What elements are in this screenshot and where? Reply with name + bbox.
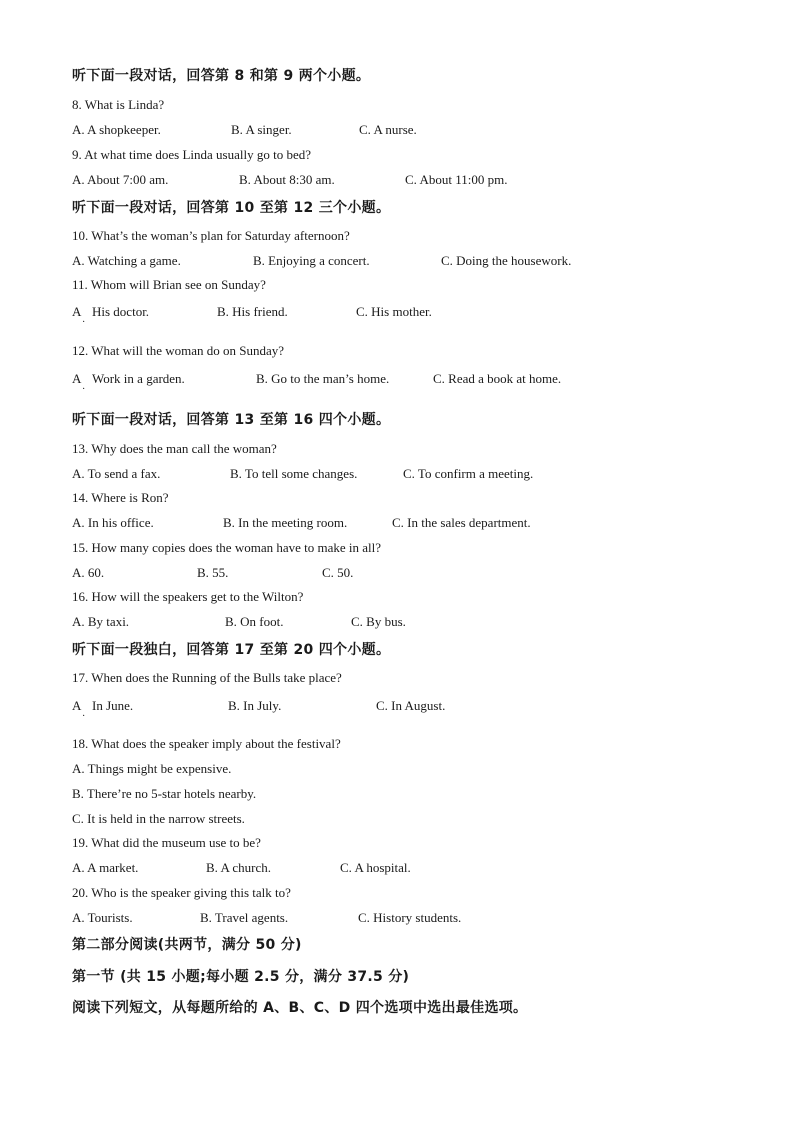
option-b: B. A church.: [206, 860, 271, 875]
option-a: A. To send a fax.: [72, 466, 161, 481]
option-c: C. About 11:00 pm.: [405, 172, 508, 187]
option-b: B. To tell some changes.: [230, 466, 358, 481]
option-c: C. His mother.: [356, 304, 432, 319]
option-b: B. His friend.: [217, 304, 288, 319]
option-c: C. Doing the housework.: [441, 253, 572, 268]
section-title: 第一节 (共 15 小题;每小题 2.5 分，满分 37.5 分): [72, 969, 410, 985]
option-a: Work in a garden.: [92, 371, 185, 386]
option-c: C. In the sales department.: [392, 515, 531, 530]
option-a: A. Things might be expensive.: [72, 761, 232, 776]
option-c: C. 50.: [322, 565, 354, 580]
instruction-text: 阅读下列短文，从每题所给的 A、B、C、D 四个选项中选出最佳选项。: [72, 1000, 528, 1016]
option-c: C. Read a book at home.: [433, 371, 562, 386]
option-a: A. Tourists.: [72, 910, 133, 925]
option-a: A. By taxi.: [72, 614, 130, 629]
question-stem: 15. How many copies does the woman have to make in all?: [72, 540, 382, 555]
question-stem: 19. What did the museum use to be?: [72, 835, 261, 850]
option-c: C. A hospital.: [340, 860, 411, 875]
option-a: In June.: [92, 698, 134, 713]
option-letter: A: [72, 371, 82, 386]
question-stem: 20. Who is the speaker giving this talk to?: [72, 885, 291, 900]
question-stem: 12. What will the woman do on Sunday?: [72, 343, 285, 358]
option-b: B. Go to the man’s home.: [256, 371, 390, 386]
option-b: B. On foot.: [225, 614, 284, 629]
question-stem: 8. What is Linda?: [72, 97, 165, 112]
option-b: B. 55.: [197, 565, 229, 580]
option-b: B. There’re no 5-star hotels nearby.: [72, 786, 257, 801]
option-letter: A: [72, 304, 82, 319]
section-heading: 听下面一段对话，回答第 10 至第 12 三个小题。: [72, 200, 391, 216]
question-stem: 16. How will the speakers get to the Wilton?: [72, 589, 304, 604]
option-a: A. 60.: [72, 565, 105, 580]
stray-dot: ·: [82, 711, 86, 722]
option-a: His doctor.: [92, 304, 150, 319]
option-c: C. It is held in the narrow streets.: [72, 811, 245, 826]
question-stem: 18. What does the speaker imply about the festival?: [72, 736, 341, 751]
question-stem: 17. When does the Running of the Bulls take place?: [72, 670, 342, 685]
option-b: B. Enjoying a concert.: [253, 253, 370, 268]
question-stem: 11. Whom will Brian see on Sunday?: [72, 277, 266, 292]
option-b: B. Travel agents.: [200, 910, 289, 925]
option-c: C. A nurse.: [359, 122, 417, 137]
section-heading: 听下面一段对话，回答第 8 和第 9 两个小题。: [72, 68, 371, 84]
question-stem: 10. What’s the woman’s plan for Saturday afternoon?: [72, 228, 350, 243]
option-b: B. A singer.: [231, 122, 292, 137]
option-a: A. A shopkeeper.: [72, 122, 161, 137]
option-b: B. About 8:30 am.: [239, 172, 335, 187]
section-heading: 听下面一段对话，回答第 13 至第 16 四个小题。: [72, 412, 391, 428]
stray-dot: ·: [82, 384, 86, 395]
option-c: C. In August.: [376, 698, 446, 713]
option-c: C. By bus.: [351, 614, 406, 629]
question-stem: 9. At what time does Linda usually go to bed?: [72, 147, 312, 162]
question-stem: 13. Why does the man call the woman?: [72, 441, 277, 456]
stray-dot: ·: [82, 317, 86, 328]
option-a: A. About 7:00 am.: [72, 172, 169, 187]
option-b: B. In July.: [228, 698, 282, 713]
option-c: C. To confirm a meeting.: [403, 466, 534, 481]
option-a: A. In his office.: [72, 515, 154, 530]
part-title: 第二部分阅读(共两节，满分 50 分): [72, 937, 302, 953]
option-a: A. Watching a game.: [72, 253, 181, 268]
option-c: C. History students.: [358, 910, 462, 925]
option-letter: A: [72, 698, 82, 713]
option-b: B. In the meeting room.: [223, 515, 348, 530]
option-a: A. A market.: [72, 860, 139, 875]
question-stem: 14. Where is Ron?: [72, 490, 169, 505]
section-heading: 听下面一段独白，回答第 17 至第 20 四个小题。: [72, 642, 391, 658]
